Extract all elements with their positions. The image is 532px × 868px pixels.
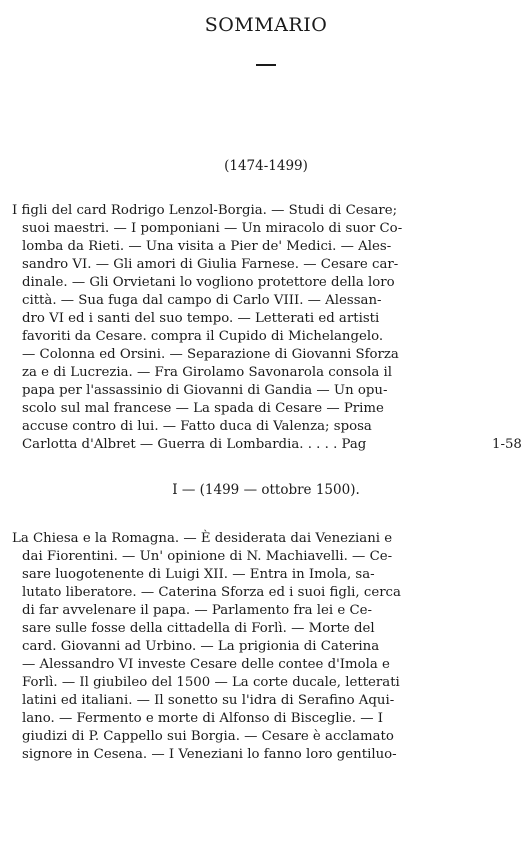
section-1-line: favoriti da Cesare. compra il Cupido di Michelangelo.	[22, 329, 384, 344]
section-2-line: latini ed italiani. — Il sonetto su l'idra di Serafino Aqui-	[22, 693, 395, 708]
section-2-line: giudizi di P. Cappello sui Borgia. — Cesare è acclamato	[22, 729, 394, 744]
section-1-line: accuse contro di lui. — Fatto duca di Valenza; sposa	[22, 419, 372, 434]
section-1-line: dinale. — Gli Orvietani lo vogliono protettore della loro	[22, 275, 395, 290]
section-2-line: card. Giovanni ad Urbino. — La prigionia di Caterina	[22, 639, 380, 654]
section-1-line: dro VI ed i santi del suo tempo. — Letterati ed artisti	[22, 311, 380, 326]
section-1-line: papa per l'assassinio di Giovanni di Gandia — Un opu-	[22, 383, 388, 398]
section-1-line: Carlotta d'Albret — Guerra di Lombardia. . . . . Pag	[22, 437, 367, 452]
section-2-line: Forlì. — Il giubileo del 1500 — La corte ducale, letterati	[22, 675, 400, 690]
section-1-line: za e di Lucrezia. — Fra Girolamo Savonarola consola il	[22, 365, 393, 380]
page-reference: 1-58	[492, 437, 522, 452]
section-2-line: dai Fiorentini. — Un' opinione di N. Machiavelli. — Ce-	[22, 549, 393, 564]
section-2-line: — Alessandro VI investe Cesare delle contee d'Imola e	[22, 657, 390, 672]
section-1-line: — Colonna ed Orsini. — Separazione di Giovanni Sforza	[22, 347, 399, 362]
section-2-line: lano. — Fermento e morte di Alfonso di Bisceglie. — I	[22, 711, 384, 726]
section-2-line: sare luogotenente di Luigi XII. — Entra in Imola, sa-	[22, 567, 375, 582]
section-1-line: I figli del card Rodrigo Lenzol-Borgia. — Studi di Cesare;	[12, 203, 398, 218]
section-2-line: sare sulle fosse della cittadella di Forlì. — Morte del	[22, 621, 375, 636]
section-heading-1: (1474-1499)	[224, 158, 308, 174]
section-2-line: signore in Cesena. — I Veneziani lo fanno loro gentiluo-	[22, 747, 397, 762]
section-1-line: scolo sul mal francese — La spada di Cesare — Prime	[22, 401, 384, 416]
section-1-line: città. — Sua fuga dal campo di Carlo VIII. — Alessan-	[22, 293, 382, 308]
section-2-line: lutato liberatore. — Caterina Sforza ed i suoi figli, cerca	[22, 585, 401, 600]
section-2-line: di far avvelenare il papa. — Parlamento fra lei e Ce-	[22, 603, 372, 618]
title-separator-rule	[256, 64, 276, 66]
page-title: SOMMARIO	[204, 14, 328, 36]
section-1-line: lomba da Rieti. — Una visita a Pier de' Medici. — Ales-	[22, 239, 392, 254]
section-1-line: sandro VI. — Gli amori di Giulia Farnese. — Cesare car-	[22, 257, 399, 272]
section-2-line: La Chiesa e la Romagna. — È desiderata dai Veneziani e	[12, 531, 393, 546]
section-heading-2: I — (1499 — ottobre 1500).	[172, 482, 360, 498]
section-1-line: suoi maestri. — I pomponiani — Un miracolo di suor Co-	[22, 221, 403, 236]
